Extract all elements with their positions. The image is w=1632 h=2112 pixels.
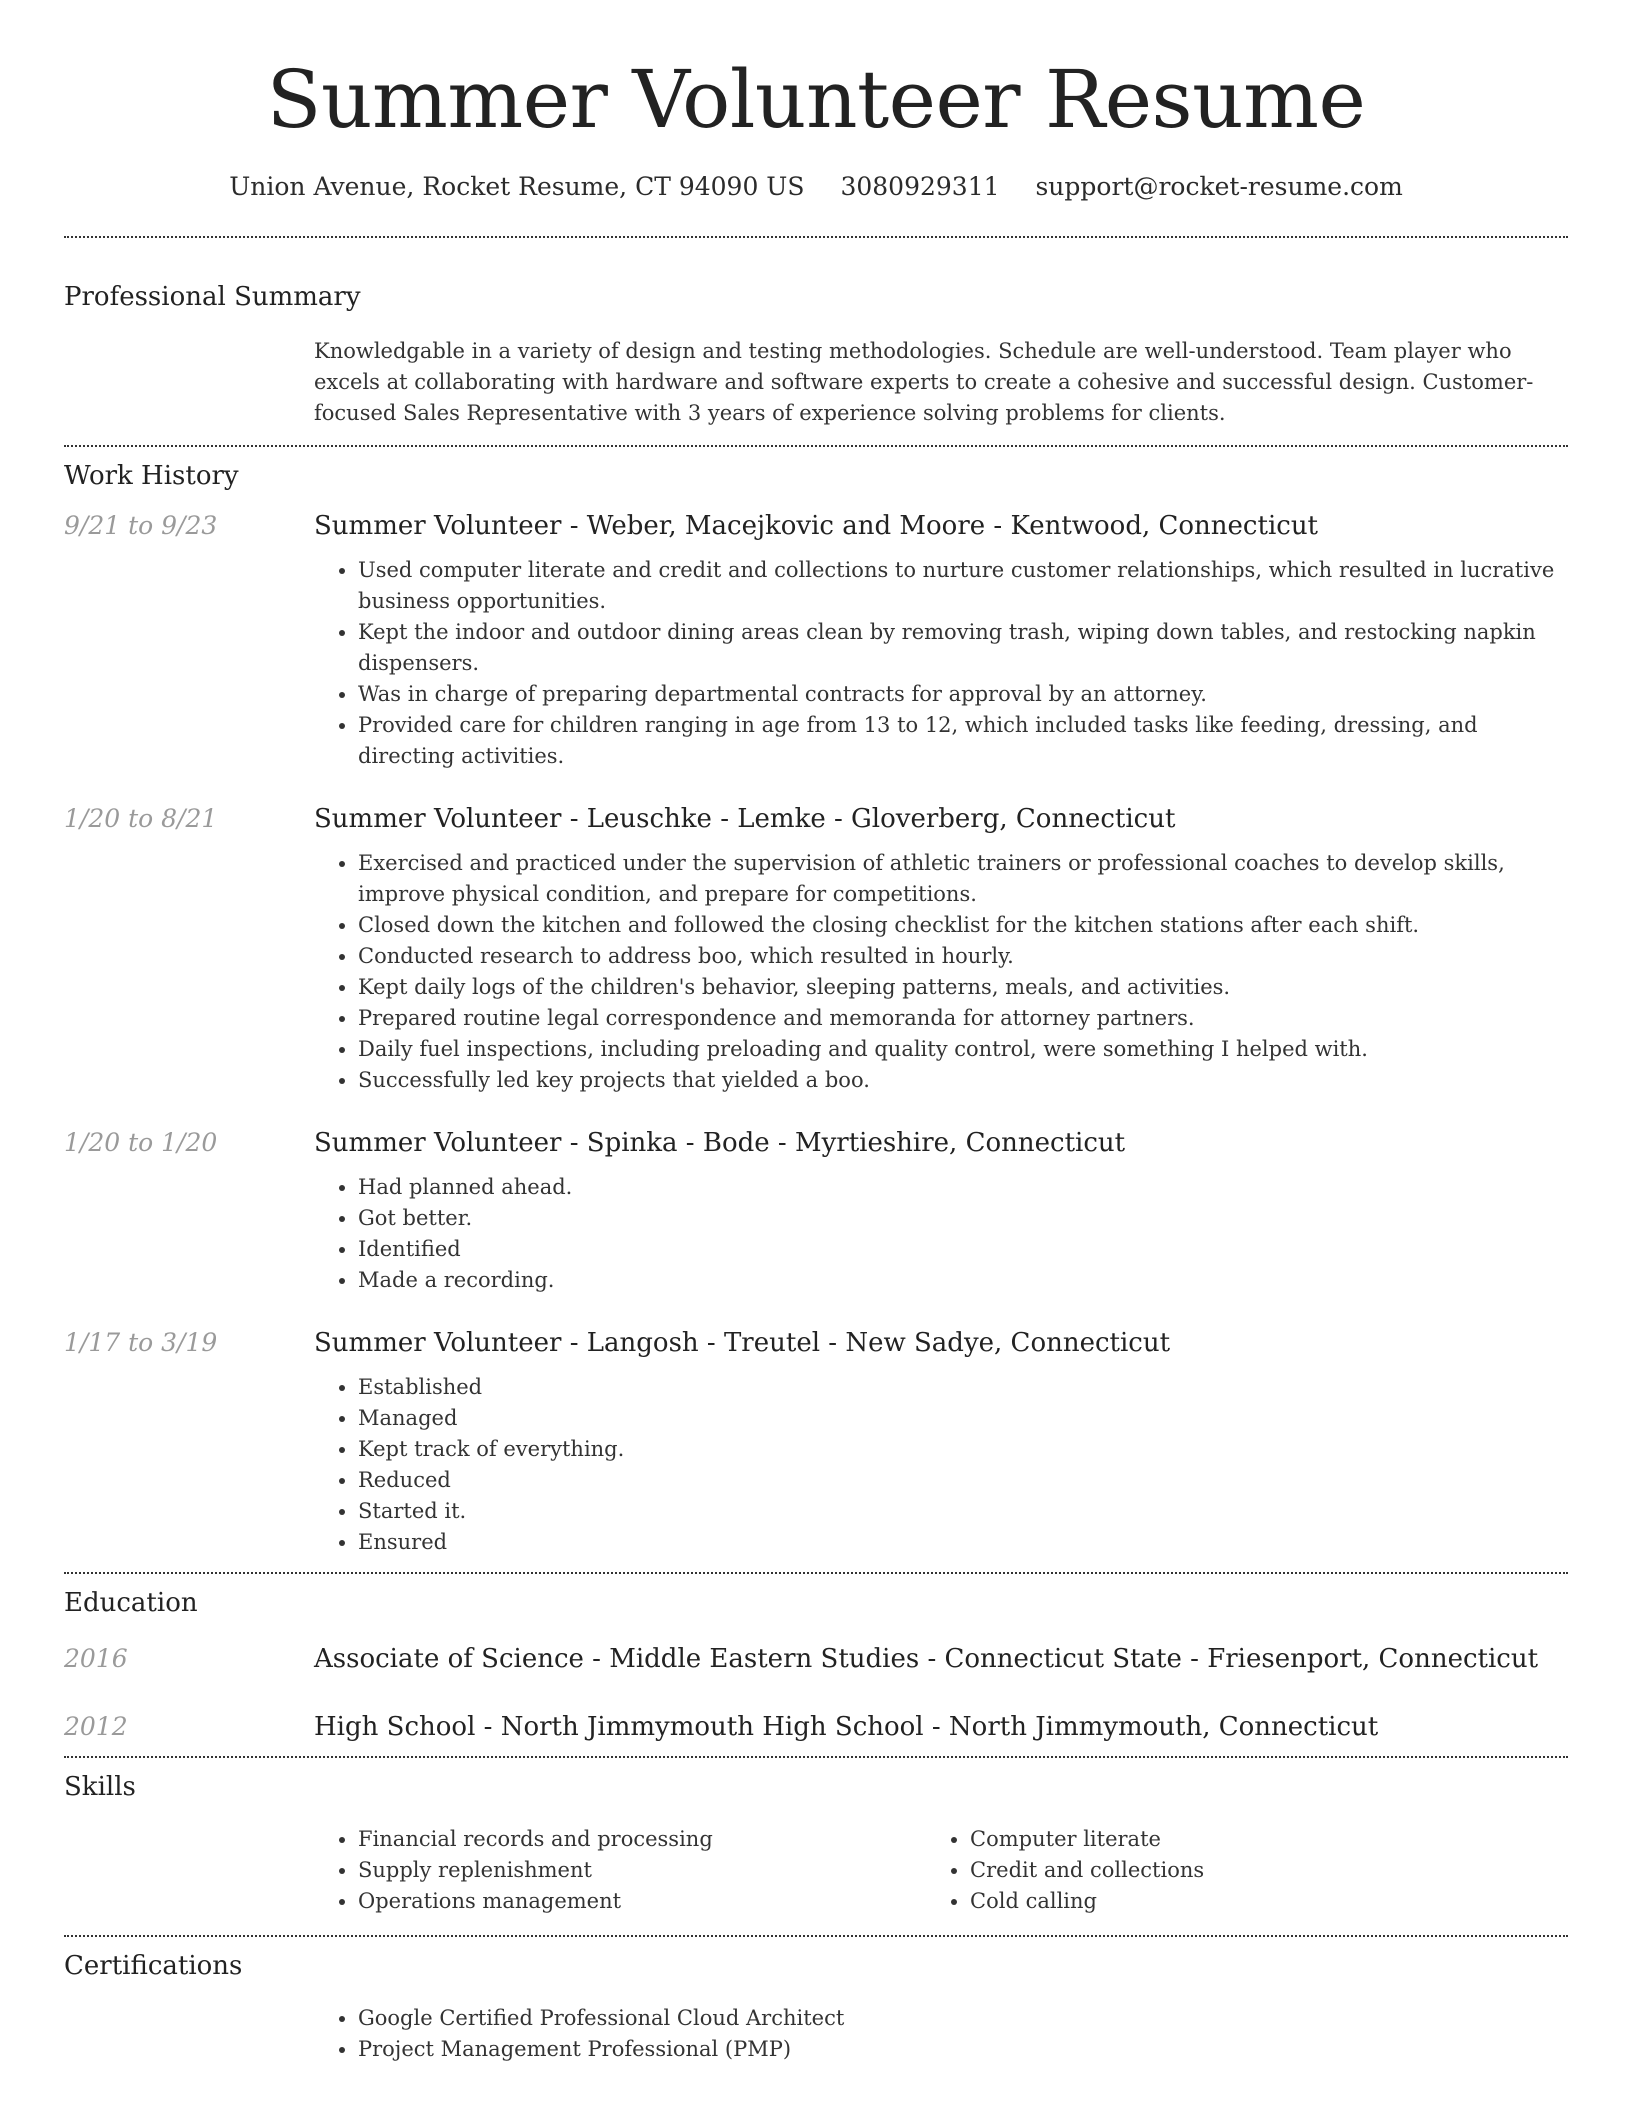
- job-entry: [64, 1326, 1568, 1558]
- divider: [64, 1572, 1568, 1574]
- list-item: • Financial records and processing: [358, 1824, 926, 1855]
- contact-phone: 3080929311: [840, 172, 1000, 201]
- list-item: • Made a recording.: [358, 1265, 1568, 1296]
- contact-email: support@rocket-resume.com: [1035, 172, 1403, 201]
- list-item: • Had planned ahead.: [358, 1172, 1568, 1203]
- certifications-list: [314, 2003, 1568, 2065]
- list-item: • Provided care for children ranging in age from 13 to 12, which included tasks like feeding, dressing, and directing activities.: [358, 710, 1568, 772]
- list-item: • Kept track of everything.: [358, 1434, 1568, 1465]
- job-heading: Summer Volunteer - Langosh - Treutel - New Sadye, Connecticut: [314, 1328, 1171, 1358]
- list-item: • Was in charge of preparing departmental contracts for approval by an attorney.: [358, 679, 1568, 710]
- list-item: • Cold calling: [970, 1886, 1568, 1917]
- job-heading: Summer Volunteer - Weber, Macejkovic and Moore - Kentwood, Connecticut: [314, 511, 1319, 541]
- job-bullets: [314, 1372, 1568, 1558]
- skills-column-left: [314, 1824, 926, 1917]
- job-bullets: [314, 555, 1568, 772]
- education-entry: [64, 1710, 1568, 1744]
- job-entry: [64, 1126, 1568, 1296]
- list-item: • Successfully led key projects that yielded a boo.: [358, 1065, 1568, 1096]
- list-item: • Exercised and practiced under the supervision of athletic trainers or professional coaches to develop skills, improve physical condition, and prepare for competitions.: [358, 848, 1568, 910]
- list-item: • Used computer literate and credit and collections to nurture customer relationships, which resulted in lucrative business opportunities.: [358, 555, 1568, 617]
- list-item: • Operations management: [358, 1886, 926, 1917]
- skills-list: [314, 1824, 1568, 1917]
- divider: [64, 1935, 1568, 1937]
- list-item: • Identified: [358, 1234, 1568, 1265]
- list-item: • Established: [358, 1372, 1568, 1403]
- job-entry: [64, 802, 1568, 1096]
- list-item: • Got better.: [358, 1203, 1568, 1234]
- divider: [64, 236, 1568, 238]
- list-item: • Ensured: [358, 1527, 1568, 1558]
- job-heading: Summer Volunteer - Spinka - Bode - Myrtieshire, Connecticut: [314, 1128, 1126, 1158]
- list-item: • Reduced: [358, 1465, 1568, 1496]
- education-heading: High School - North Jimmymouth High School - North Jimmymouth, Connecticut: [314, 1712, 1379, 1742]
- resume-title: Summer Volunteer Resume: [266, 53, 1366, 146]
- section-title-work-history: Work History: [64, 461, 239, 491]
- list-item: • Kept daily logs of the children's behavior, sleeping patterns, meals, and activities.: [358, 972, 1568, 1003]
- list-item: • Project Management Professional (PMP): [358, 2034, 1568, 2065]
- section-title-summary: Professional Summary: [64, 282, 361, 312]
- job-bullets: [314, 848, 1568, 1096]
- summary-text: Knowledgable in a variety of design and testing methodologies. Schedule are well-understood. Team player who excels at collaborating with hardware and software experts to create a cohesive and successful design. Customer-focused Sales Representative with 3 years of experience solving problems for clients.: [314, 339, 1534, 425]
- education-year: 2012: [64, 1712, 128, 1741]
- job-dates: 1/17 to 3/19: [64, 1328, 218, 1357]
- list-item: • Prepared routine legal correspondence and memoranda for attorney partners.: [358, 1003, 1568, 1034]
- list-item: • Kept the indoor and outdoor dining areas clean by removing trash, wiping down tables, and restocking napkin dispensers.: [358, 617, 1568, 679]
- job-heading: Summer Volunteer - Leuschke - Lemke - Gloverberg, Connecticut: [314, 804, 1176, 834]
- section-title-skills: Skills: [64, 1772, 136, 1802]
- list-item: • Started it.: [358, 1496, 1568, 1527]
- skills-column-right: [926, 1824, 1568, 1917]
- list-item: • Computer literate: [970, 1824, 1568, 1855]
- job-dates: 9/21 to 9/23: [64, 511, 218, 540]
- contact-line: [64, 170, 1568, 204]
- resume-page: [64, 0, 1568, 2065]
- contact-address: Union Avenue, Rocket Resume, CT 94090 US: [229, 172, 805, 201]
- list-item: • Conducted research to address boo, which resulted in hourly.: [358, 941, 1568, 972]
- section-title-certifications: Certifications: [64, 1951, 243, 1981]
- list-item: • Supply replenishment: [358, 1855, 926, 1886]
- job-dates: 1/20 to 8/21: [64, 804, 218, 833]
- section-title-education: Education: [64, 1588, 198, 1618]
- education-entry: [64, 1642, 1568, 1676]
- list-item: • Google Certified Professional Cloud Architect: [358, 2003, 1568, 2034]
- job-dates: 1/20 to 1/20: [64, 1128, 218, 1157]
- list-item: • Managed: [358, 1403, 1568, 1434]
- job-bullets: [314, 1172, 1568, 1296]
- list-item: • Closed down the kitchen and followed the closing checklist for the kitchen stations after each shift.: [358, 910, 1568, 941]
- list-item: • Daily fuel inspections, including preloading and quality control, were something I helped with.: [358, 1034, 1568, 1065]
- divider: [64, 445, 1568, 447]
- education-heading: Associate of Science - Middle Eastern Studies - Connecticut State - Friesenport, Connecticut: [314, 1644, 1539, 1674]
- divider: [64, 1756, 1568, 1758]
- job-entry: [64, 509, 1568, 772]
- list-item: • Credit and collections: [970, 1855, 1568, 1886]
- education-year: 2016: [64, 1644, 128, 1673]
